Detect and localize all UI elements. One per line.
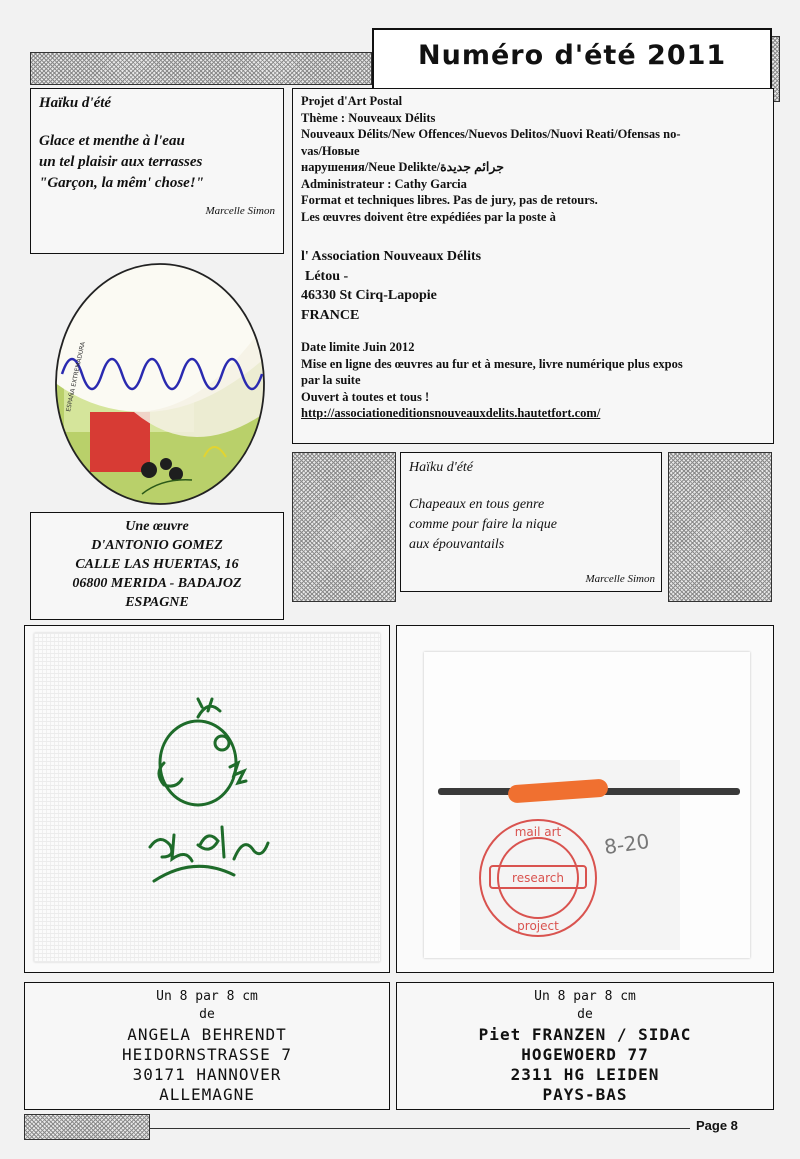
projet-line: Les œuvres doivent être expédiées par la poste à (301, 209, 556, 224)
caption-street: HEIDORNSTRASSE 7 (121, 1045, 293, 1064)
caption-street: HOGEWOERD 77 (521, 1045, 649, 1064)
address-line: FRANCE (301, 307, 360, 323)
haiku-box-2 (400, 452, 662, 592)
haiku-line: comme pour faire la nique (409, 517, 558, 532)
address-line: Létou - (305, 268, 349, 284)
caption-size: Un 8 par 8 cm (156, 989, 258, 1004)
haiku-line: Chapeaux en tous genre (409, 497, 545, 512)
caption-country: PAYS-BAS (542, 1085, 628, 1104)
caption-de: de (577, 1007, 593, 1022)
caption-name: ANGELA BEHRENDT (127, 1025, 287, 1044)
caption-box-left (24, 982, 390, 1110)
pattern-square-left (292, 452, 396, 602)
pencil-note: 8-20 (602, 828, 651, 860)
caption-de: de (199, 1007, 215, 1022)
projet-details (301, 339, 769, 422)
caption-line: D'ANTONIO GOMEZ (91, 538, 223, 553)
haiku-heading: Haïku d'été (39, 95, 112, 111)
stamp-top: mail art (514, 825, 562, 839)
haiku-poem (39, 131, 204, 194)
caption-box-right (396, 982, 774, 1110)
haiku-author: Marcelle Simon (585, 573, 655, 585)
egg-artwork (54, 262, 266, 506)
haiku-line: un tel plaisir aux terrasses (39, 154, 203, 170)
projet-line: Thème : Nouveaux Délits (301, 110, 436, 125)
haiku-poem (409, 495, 557, 555)
projet-line: нарушения/Neue Delikte/جرائم جديدة (301, 160, 504, 174)
oeuvre-caption-box (30, 512, 284, 620)
stamp-middle: research (512, 871, 564, 885)
header-pattern-bar (30, 52, 372, 85)
caption-line: CALLE LAS HUERTAS, 16 (75, 557, 239, 572)
caption-country: ALLEMAGNE (159, 1085, 255, 1104)
haiku-heading: Haïku d'été (409, 460, 474, 475)
bird-embroidery (130, 695, 290, 895)
address-line: 46330 St Cirq-Lapopie (301, 288, 437, 303)
stamp-bottom: project (517, 919, 559, 933)
oeuvre-caption (31, 517, 283, 612)
footer-pattern-bar (24, 1114, 150, 1140)
address-line: l' Association Nouveaux Délits (301, 249, 482, 264)
projet-line: Format et techniques libres. Pas de jury, pas de retours. (301, 193, 598, 207)
page-title: Numéro d'été 2011 (418, 40, 727, 71)
projet-link[interactable]: http://associationeditionsnouveauxdelits.hautetfort.com/ (301, 406, 601, 420)
caption-name: Piet FRANZEN / SIDAC (478, 1025, 692, 1044)
projet-line: Administrateur : Cathy Garcia (301, 176, 467, 191)
detail-line: Date limite Juin 2012 (301, 340, 415, 354)
caption-city: 2311 HG LEIDEN (510, 1065, 660, 1084)
projet-line: vas/Новые (301, 143, 360, 158)
projet-box (292, 88, 774, 444)
page-number: Page 8 (696, 1118, 738, 1133)
stamp-text: ESPAÑA EXTREMADURA (65, 341, 87, 413)
haiku-author: Marcelle Simon (205, 205, 275, 217)
projet-address (301, 247, 481, 325)
caption-size: Un 8 par 8 cm (534, 989, 636, 1004)
embroidered-text: ekel (150, 893, 152, 894)
projet-line: Nouveaux Délits/New Offences/Nuevos Delitos/Nuovi Reati/Ofensas no- (301, 127, 681, 141)
haiku-box-1 (30, 88, 284, 254)
haiku-line: aux épouvantails (409, 537, 505, 552)
caption-city: 30171 HANNOVER (132, 1065, 282, 1084)
projet-intro (301, 93, 769, 225)
detail-line: Mise en ligne des œuvres au fur et à mesure, livre numérique plus expos (301, 356, 683, 371)
footer-rule (150, 1128, 690, 1129)
haiku-line: "Garçon, la mêm' chose!" (39, 175, 204, 191)
caption-line: 06800 MERIDA - BADAJOZ (72, 576, 242, 591)
mail-art-stamp (468, 808, 608, 948)
haiku-line: Glace et menthe à l'eau (39, 133, 185, 149)
caption-line: ESPAGNE (125, 595, 189, 610)
caption-line: Une œuvre (125, 519, 189, 534)
detail-line: Ouvert à toutes et tous ! (301, 389, 430, 404)
pattern-square-right (668, 452, 772, 602)
projet-line: Projet d'Art Postal (301, 94, 403, 108)
detail-line: par la suite (301, 373, 361, 387)
